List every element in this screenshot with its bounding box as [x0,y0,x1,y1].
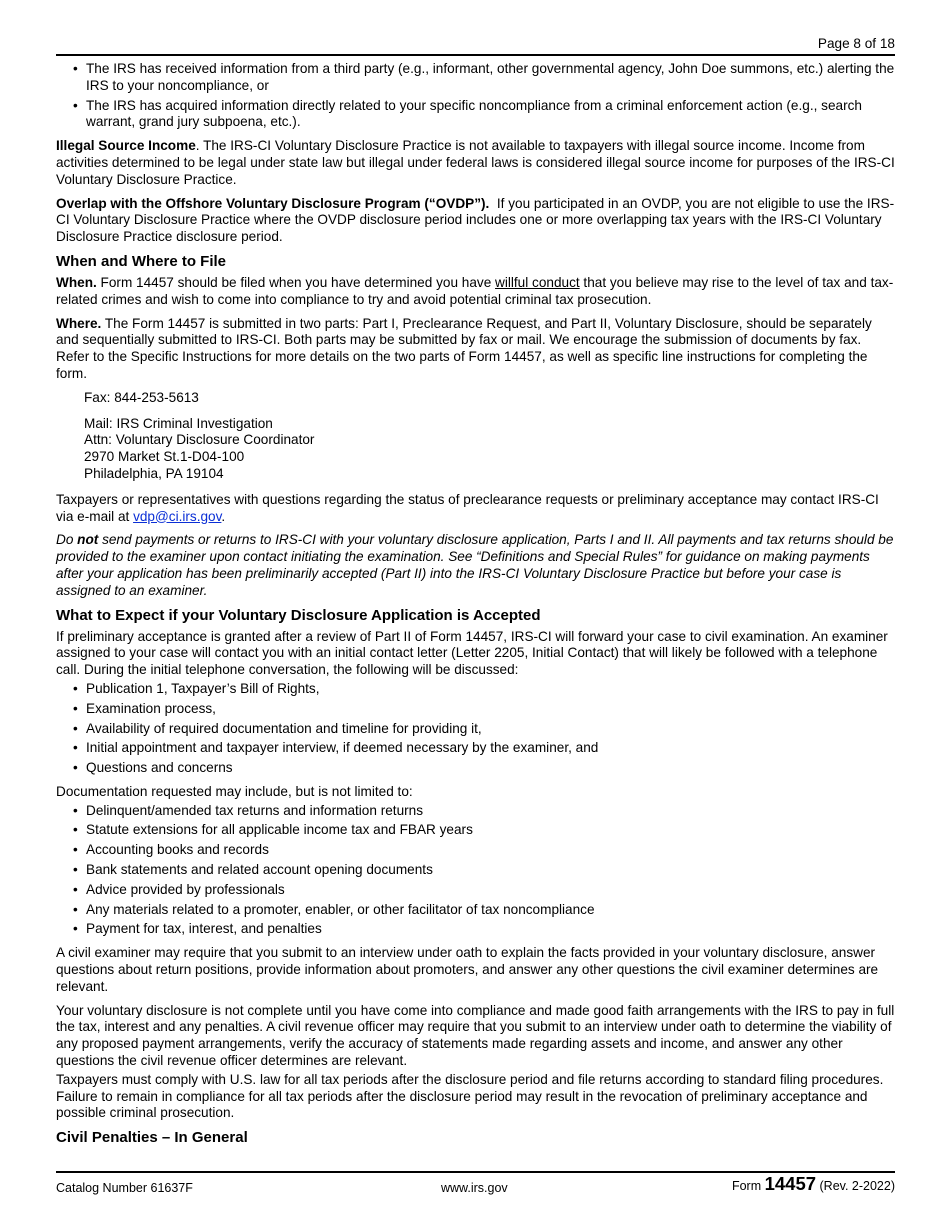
notice-not: not [77,532,99,548]
page-content [56,61,895,1151]
list-item: • Examination process, [86,701,895,718]
documentation-list [56,803,895,939]
contact-text: Taxpayers or representatives with questions regarding the status of preclearance requests or preliminary acceptance may contact IRS-CI via e-mail at [56,491,879,524]
payment-notice-paragraph [56,532,895,599]
when-text-pre: Form 14457 should be filed when you have determined you have [96,274,496,290]
list-item: • Accounting books and records [86,842,895,859]
ovdp-paragraph [56,196,895,246]
address-line: Attn: Voluntary Disclosure Coordinator [84,432,315,448]
notice-rest: send payments or returns to IRS-CI with your voluntary disclosure application, Parts I and II. All payments and tax returns should be provided to the examiner upon contact initiating the examination. See “Definitions and Special Rules” for guidance on making payments after your application has been preliminarily accepted (Part II) into the IRS-CI Voluntary Disclosure Practice but before your case is assigned to an examiner. [56,532,894,598]
expect-intro-paragraph: If preliminary acceptance is granted after a review of Part II of Form 14457, IRS-CI will forward your case to civil examination. An examiner assigned to your case will contact you with an initial contact letter (Letter 2205, Initial Contact) that will likely be followed with a telephone call. During the initial telephone conversation, the following will be discussed: [56,628,888,678]
disclosure-complete-paragraph: Your voluntary disclosure is not complete until you have come into compliance and made good faith arrangements with the IRS to pay in full the tax, interest and any penalties. A civil revenue officer may require that you submit to an interview under oath to determine the viability of any proposed payment arrangements, verify the accuracy of statements made regarding assets and income, and answer any other questions the civil revenue officer determines are relevant. [56,1002,895,1069]
list-item: • Bank statements and related account opening documents [86,862,895,879]
expect-heading: What to Expect if your Voluntary Disclosure Application is Accepted [56,606,541,624]
form-number: 14457 [764,1173,817,1194]
form-identifier [731,1173,895,1195]
address-line: Mail: IRS Criminal Investigation [84,415,273,431]
mailing-address [56,416,895,483]
list-item: • The IRS has received information from a third party (e.g., informant, other governmental agency, John Doe summons, etc.) alerting the IRS to your noncompliance, or [86,61,895,95]
form-prefix: Form [731,1179,765,1193]
email-link[interactable]: vdp@ci.irs.gov [133,508,222,524]
list-item: • Payment for tax, interest, and penalties [86,921,895,938]
notice-do: Do [56,532,78,548]
list-item: • Initial appointment and taxpayer interview, if deemed necessary by the examiner, and [86,740,895,757]
ovdp-title: Overlap with the Offshore Voluntary Disclosure Program (“OVDP”). [56,195,490,211]
discussed-list [56,681,895,777]
when-paragraph [56,275,895,309]
illegal-source-paragraph [56,138,895,188]
header-rule [56,54,895,56]
list-item: • Availability of required documentation and timeline for providing it, [86,721,895,738]
when-where-heading: When and Where to File [56,252,227,270]
list-item: • Publication 1, Taxpayer’s Bill of Rights, [86,681,895,698]
fax-line: Fax: 844-253-5613 [84,389,199,405]
compliance-paragraph: Taxpayers must comply with U.S. law for all tax periods after the disclosure period and file returns according to standard filing procedures. Failure to remain in compliance for all tax periods after the disclosure period may result in the revocation of preliminary acceptance and possible criminal prosecution. [56,1071,884,1121]
civil-examiner-paragraph: A civil examiner may require that you submit to an interview under oath to explain the facts provided in your voluntary disclosure, answer questions about return positions, provide information about promoters, and answer any other questions the civil examiner determines are relevant. [56,945,879,994]
when-label: When. [56,274,97,290]
contact-paragraph [56,492,895,526]
where-text: The Form 14457 is submitted in two parts: Part I, Preclearance Request, and Part II, Voluntary Disclosure, should be separately and sequentially submitted to IRS-CI. Both parts may be submitted by fax or mail. We encourage the submission of documents by fax. Refer to the Specific Instructions for more details on the two parts of Form 14457, as well as specific line instructions for completing the form. [56,315,872,381]
when-text-post: that you believe may rise to the level of tax and tax-related crimes and wish to come into compliance to try and avoid potential criminal tax prosecution. [56,274,894,307]
list-item: • Delinquent/amended tax returns and information returns [86,803,895,820]
list-item: • The IRS has acquired information directly related to your specific noncompliance from a criminal enforcement action (e.g., search warrant, grand jury subpoena, etc.). [86,98,895,132]
ovdp-text: If you participated in an OVDP, you are not eligible to use the IRS-CI Voluntary Disclosure Practice where the OVDP disclosure period includes one or more overlapping tax years with the IRS-CI Voluntary Disclosure Practice disclosure period. [56,195,895,245]
form-revision: (Rev. 2-2022) [816,1179,895,1193]
where-paragraph [56,316,895,383]
list-item: • Any materials related to a promoter, enabler, or other facilitator of tax noncompliance [86,902,895,919]
where-label: Where. [56,315,102,331]
page-number: Page 8 of 18 [817,36,895,51]
list-item: • Statute extensions for all applicable income tax and FBAR years [86,822,895,839]
address-line: Philadelphia, PA 19104 [84,465,224,481]
contact-end: . [221,508,226,524]
illegal-source-text: . The IRS-CI Voluntary Disclosure Practice is not available to taxpayers with illegal source income. Income from activities determined to be legal under state law but illegal under federal laws is considered illegal source income for purposes of the IRS-CI Voluntary Disclosure Practice. [56,138,895,187]
docs-intro-paragraph: Documentation requested may include, but is not limited to: [56,783,413,799]
catalog-number: Catalog Number 61637F [56,1181,193,1195]
willful-conduct-term: willful conduct [495,274,580,290]
illegal-source-title: Illegal Source Income [56,138,196,154]
address-line: 2970 Market St.1-D04-100 [84,449,245,465]
list-item: • Advice provided by professionals [86,882,895,899]
fax-number [56,390,895,407]
document-page [56,0,895,1230]
list-item: • Questions and concerns [86,760,895,777]
top-bullet-list [56,61,895,131]
civil-penalties-heading: Civil Penalties – In General [56,1129,248,1147]
website: www.irs.gov [441,1181,508,1195]
